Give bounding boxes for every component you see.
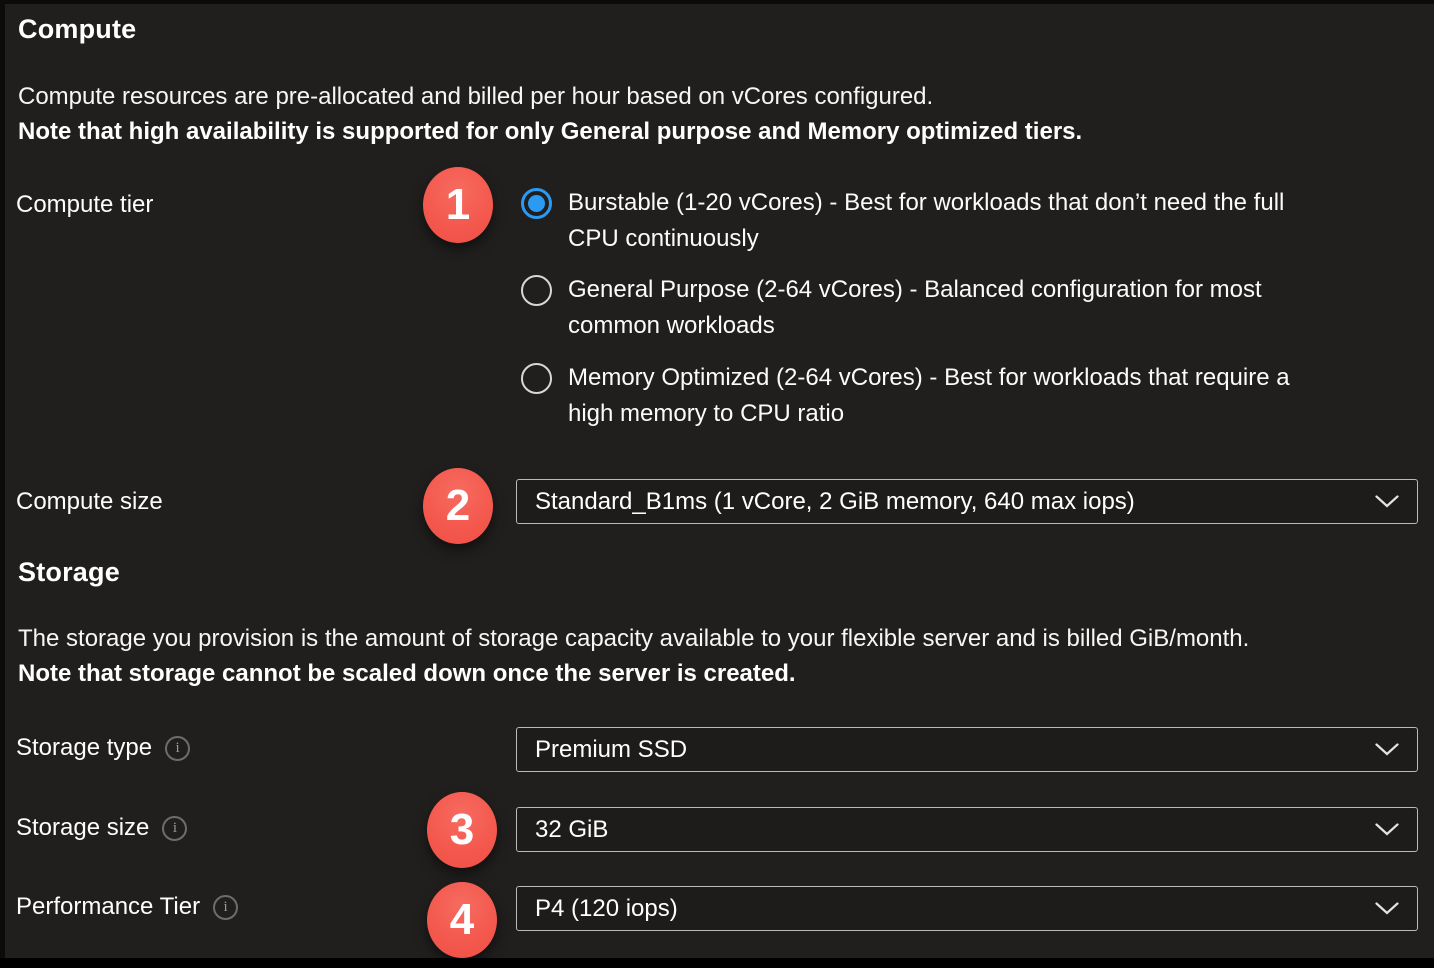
storage-size-label: Storage size i (16, 814, 187, 842)
radio-option-burstable[interactable] (521, 185, 1284, 257)
storage-description-line: The storage you provision is the amount of storage capacity available to your flexible server and is billed GiB/month. (18, 625, 1250, 652)
performance-tier-dropdown[interactable]: P4 (120 iops) (516, 886, 1418, 931)
compute-note: Note that high availability is supported for only General purpose and Memory optimized tiers. (18, 118, 1083, 145)
chevron-down-icon (1375, 902, 1399, 915)
radio-label-general-purpose: General Purpose (2-64 vCores) - Balanced configuration for most common workloads (568, 276, 1262, 339)
compute-tier-label: Compute tier (16, 191, 154, 218)
radio-option-general-purpose[interactable] (521, 272, 1262, 344)
frame-edge-bottom (0, 958, 1434, 968)
info-icon[interactable]: i (213, 895, 238, 920)
storage-description (18, 621, 1249, 691)
frame-edge-top (0, 0, 1434, 4)
compute-description (18, 79, 1082, 149)
storage-note: Note that storage cannot be scaled down once the server is created. (18, 660, 796, 687)
radio-label-memory-optimized: Memory Optimized (2-64 vCores) - Best for workloads that require a high memory to CPU ratio (568, 364, 1290, 427)
annotation-badge-2: 2 (423, 468, 493, 544)
info-icon[interactable]: i (165, 736, 190, 761)
info-icon[interactable]: i (162, 816, 187, 841)
performance-tier-label: Performance Tier i (16, 893, 238, 921)
storage-type-label: Storage type i (16, 734, 190, 762)
compute-size-label: Compute size (16, 488, 163, 515)
annotation-badge-1: 1 (423, 167, 493, 243)
compute-section-title: Compute (18, 14, 137, 44)
storage-size-dropdown[interactable]: 32 GiB (516, 807, 1418, 852)
storage-section-title: Storage (18, 557, 120, 587)
radio-unselected-icon[interactable] (521, 363, 552, 394)
compute-size-dropdown[interactable]: Standard_B1ms (1 vCore, 2 GiB memory, 640 max iops) (516, 479, 1418, 524)
radio-label-burstable: Burstable (1-20 vCores) - Best for workloads that don’t need the full CPU continuously (568, 189, 1285, 252)
radio-option-memory-optimized[interactable] (521, 360, 1290, 432)
chevron-down-icon (1375, 495, 1399, 508)
frame-edge-left (0, 0, 5, 968)
radio-unselected-icon[interactable] (521, 275, 552, 306)
compute-description-line: Compute resources are pre-allocated and billed per hour based on vCores configured. (18, 83, 934, 110)
annotation-badge-4: 4 (427, 882, 497, 958)
annotation-badge-3: 3 (427, 792, 497, 868)
storage-type-dropdown[interactable]: Premium SSD (516, 727, 1418, 772)
chevron-down-icon (1375, 823, 1399, 836)
radio-selected-icon[interactable] (521, 188, 552, 219)
chevron-down-icon (1375, 743, 1399, 756)
